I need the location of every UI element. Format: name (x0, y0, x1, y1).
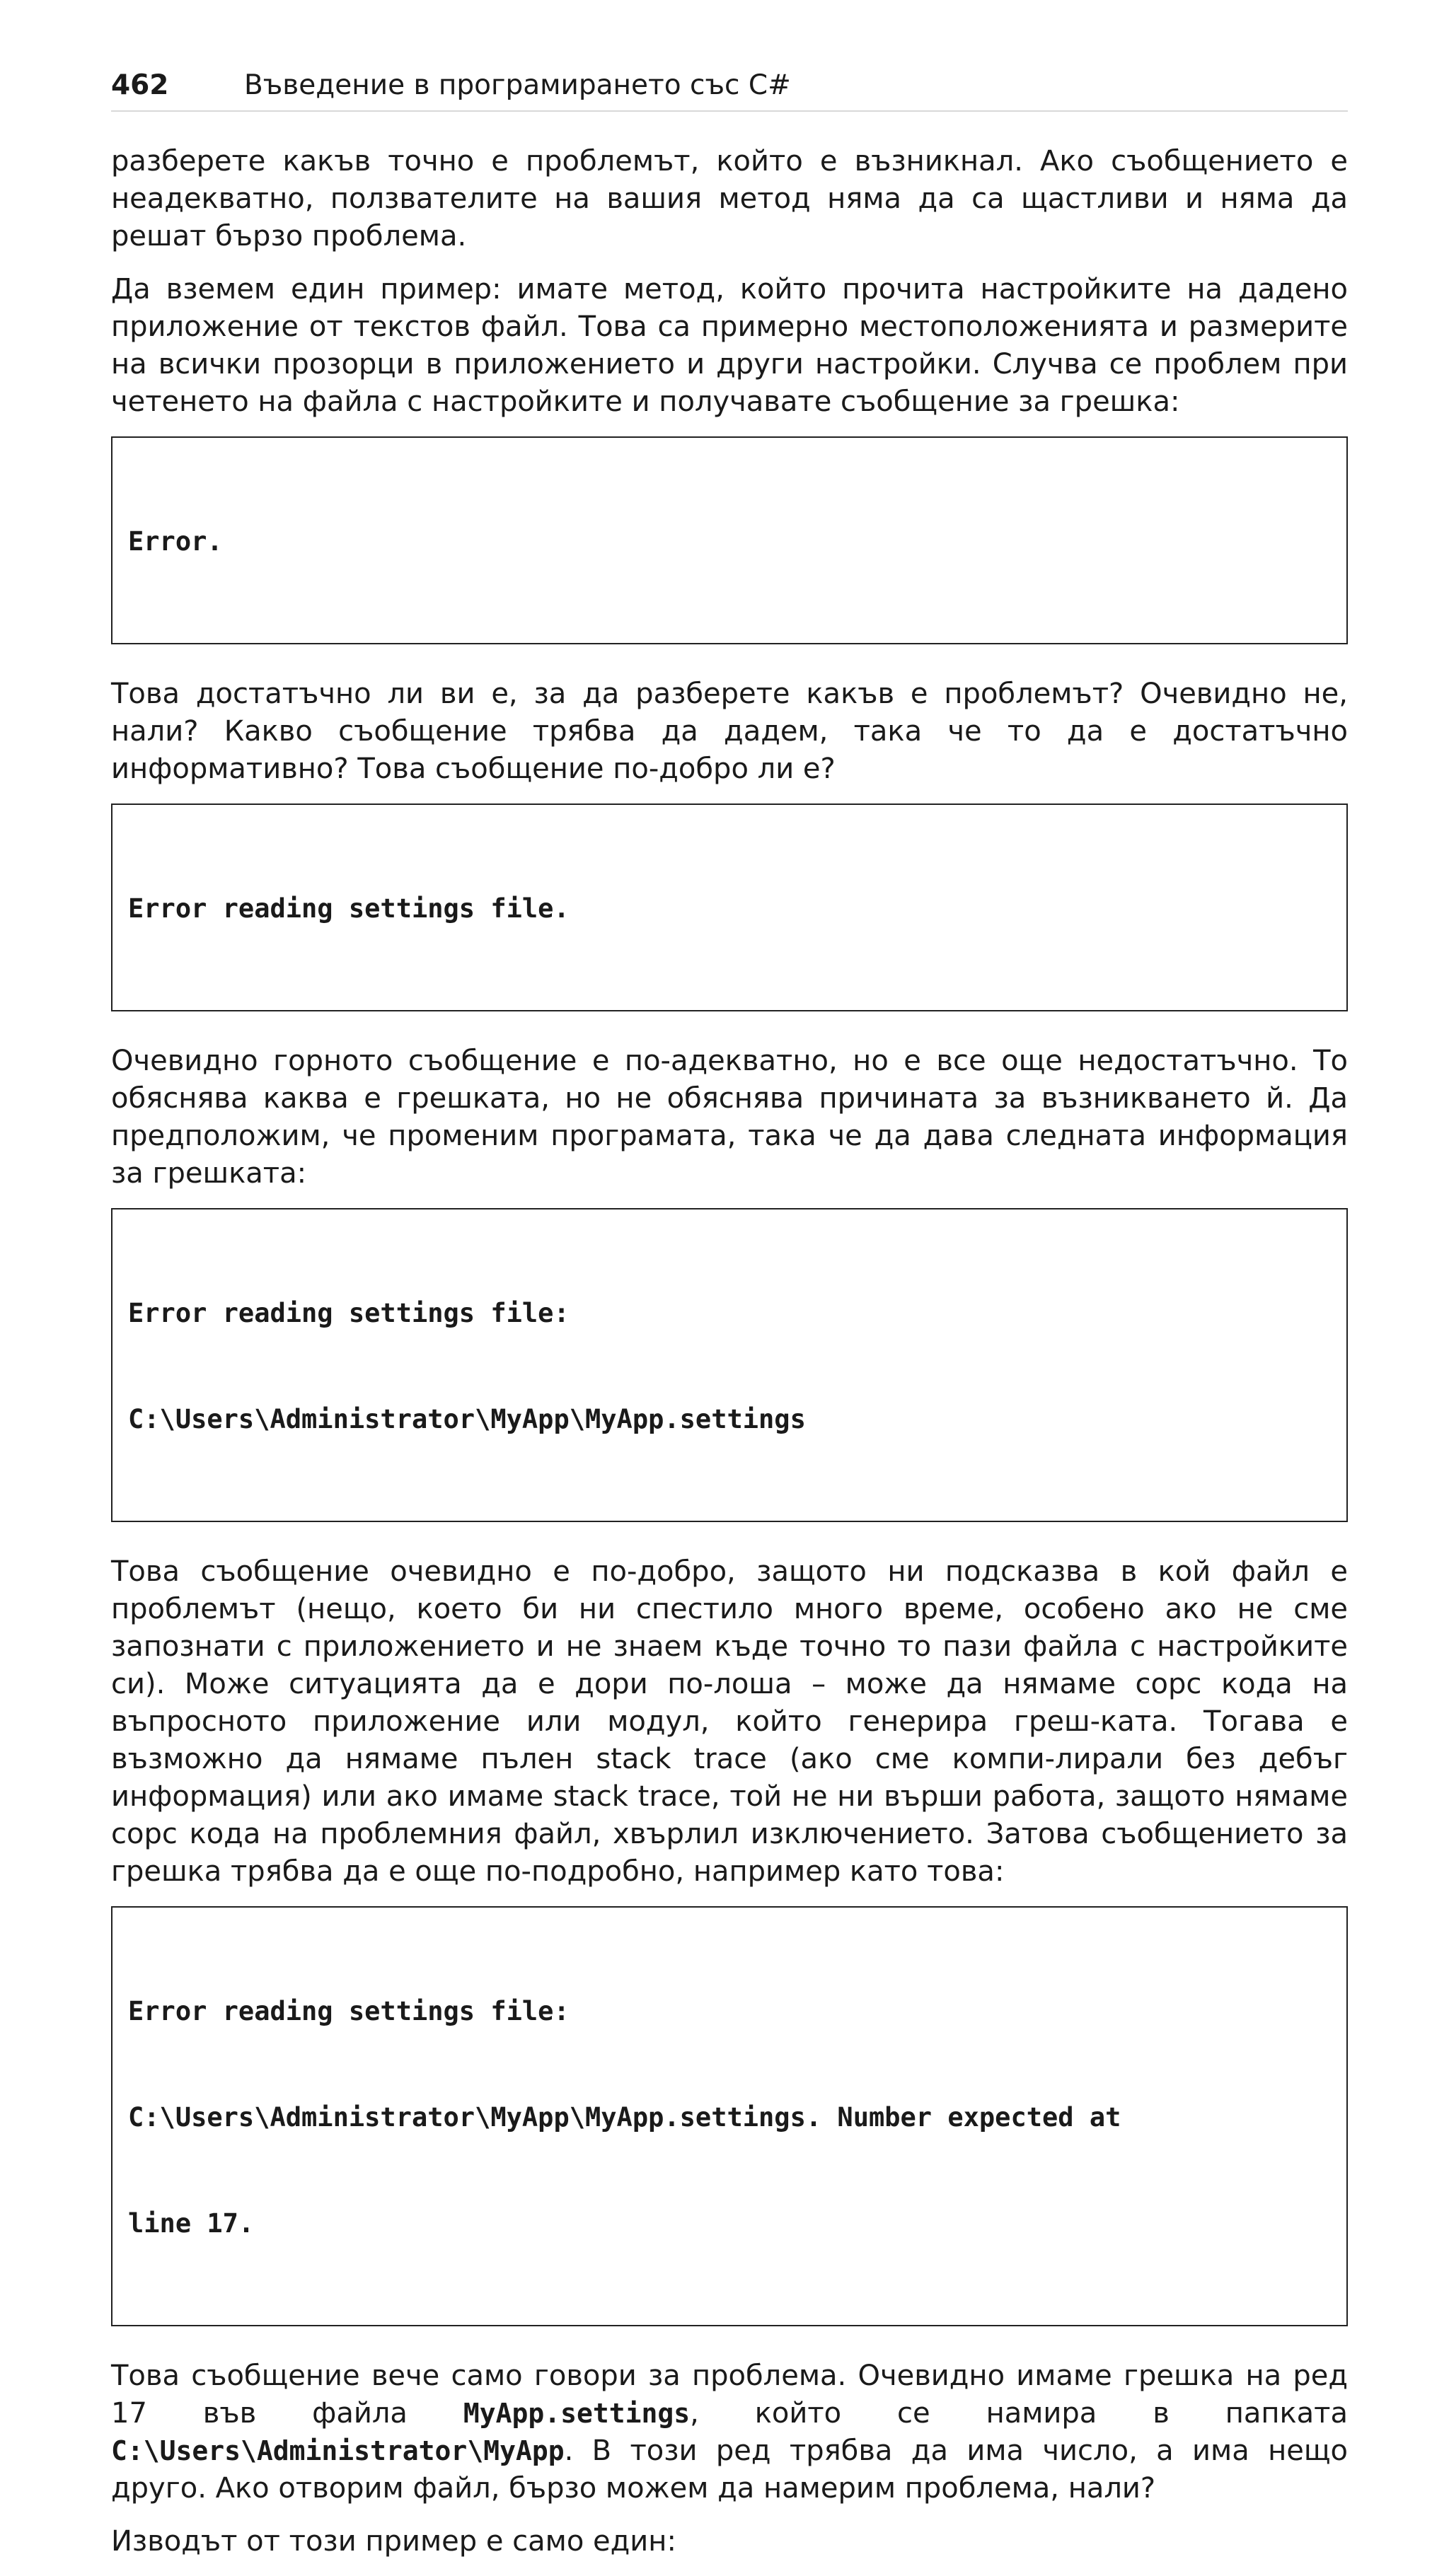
code-line: Error reading settings file: (128, 1298, 570, 1328)
page-content (111, 143, 1348, 2560)
code-line: Error reading settings file: (128, 1996, 570, 2026)
book-page (111, 69, 1348, 2576)
paragraph-conclusion (111, 2357, 1348, 2507)
code-block-error-reading (111, 803, 1348, 1011)
paragraph-takeaway: Изводът от този пример е само един: (111, 2525, 676, 2558)
running-title: Въведение в програмирането със C# (244, 69, 791, 101)
code-block-error-with-path (111, 1208, 1348, 1522)
code-line: C:\Users\Administrator\MyApp\MyApp.settings. Number expected at (128, 2102, 1121, 2133)
code-line: Error. (128, 526, 223, 557)
paragraph-better-message: Очевидно горното съобщение е по-адекватно, но е все още недостатъчно. То обяснява каква е грешката, но не обяснява причината за възникването й. Да предположим, че променим програмата, така че да дава следната информация за грешката: (111, 1045, 1348, 1190)
code-line: line 17. (128, 2208, 255, 2239)
text-run: Това съобщение вече само говори за проблема. Очевидно имаме грешка на ред 17 във файла (111, 2360, 1348, 2430)
paragraph-question: Това достатъчно ли ви е, за да разберете какъв е проблемът? Очевидно не, нали? Какво съобщение трябва да дадем, така че то да е достатъчно информативно? Това съобщение по-добро ли е? (111, 678, 1348, 785)
paragraph-intro-continuation: разберете какъв точно е проблемът, който е възникнал. Ако съобщението е неадекватно, ползвателите на вашия метод няма да са щастливи и няма да решат бързо проблема. (111, 145, 1348, 253)
page-number: 462 (111, 69, 169, 101)
code-line: C:\Users\Administrator\MyApp\MyApp.settings (128, 1404, 806, 1434)
page-header (111, 69, 1348, 112)
text-run: , който се намира в папката (690, 2397, 1348, 2430)
inline-code-filename: MyApp.settings (463, 2398, 691, 2429)
text-run: . В този ред трябва да има число, а има нещо друго. Ако отворим файл, бързо можем да намерим проблема, нали? (111, 2435, 1348, 2505)
code-block-error-detailed (111, 1906, 1348, 2326)
inline-code-folder: C:\Users\Administrator\MyApp (111, 2435, 565, 2466)
paragraph-explanation: Това съобщение очевидно е по-добро, защото ни подсказва в кой файл е проблемът (нещо, което би ни спестило много време, особено ако не сме запознати с приложението и не знаем къде точно то пази файла с настройките си). Може ситуацията да е дори по-лоша – може да нямаме сорс кода на въпросното приложение или модул, който генерира греш-ката. Тогава е възможно да нямаме пълен stack trace (ако сме компи-лирали без дебъг информация) или ако имаме stack trace, той не ни върши работа, защото нямаме сорс кода на проблемния файл, хвърлил изключението. Затова съобщението за грешка трябва да е още по-подробно, например като това: (111, 1555, 1348, 1888)
paragraph-example-setup: Да вземем един пример: имате метод, който прочита настройките на дадено приложение от текстов файл. Това са примерно местоположенията и размерите на всички прозорци в приложението и други настройки. Случва се проблем при четенето на файла с настройките и получавате съобщение за грешка: (111, 273, 1348, 418)
code-line: Error reading settings file. (128, 893, 570, 924)
code-block-error (111, 436, 1348, 644)
